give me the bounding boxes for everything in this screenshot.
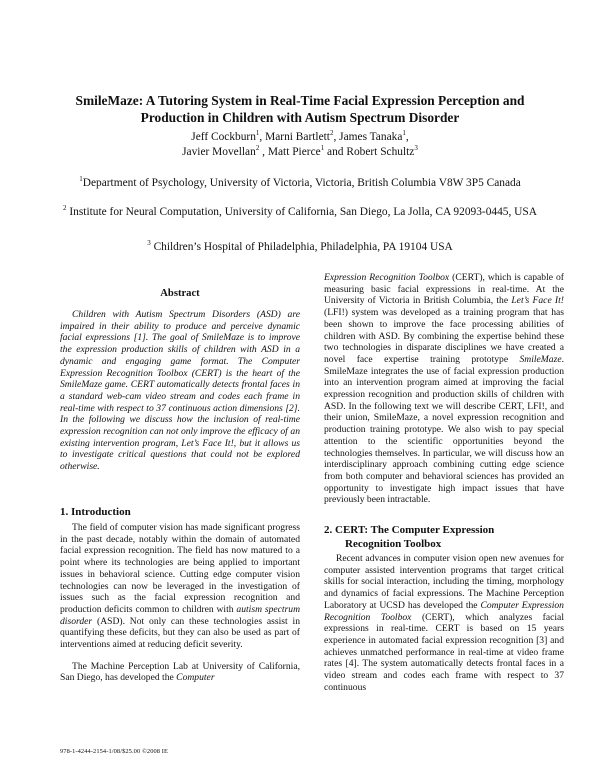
text-run: (ASD). Not only can these technologies assist in quantifying these deficits, but they can also be used as part of interventions aimed at reducing deficit severity. <box>60 615 300 651</box>
text-run: Recent advances in computer vision open new avenues for computer assisted intervention programs that target critical skills for social interaction, including the timing, morphology and dynamics of facial expressions. The Machine Perception Laboratory at UCSD has developed the <box>324 553 564 611</box>
author-name: Matt Pierce <box>267 146 321 158</box>
abstract-text: Children with Autism Spectrum Disorders (ASD) are impaired in their ability to produce and perceive dynamic facial expressions [1]. The goal of SmileMaze is to improve the expression production skills of children with ASD in a dynamic and engaging game format. The Computer Expression Recognition Toolbox (CERT) is the heart of the SmileMaze game. CERT automatically detects frontal faces in a standard web-cam video stream and codes each frame in real-time with respect to 37 continuous action dimensions [2]. In the following we discuss how the inclusion of real-time expression recognition can not only improve the efficacy of an existing intervention program, Let’s Face It!, but it allows us to investigate critical questions that could not be explored otherwise. <box>60 309 300 473</box>
emphasis: Computer <box>176 672 215 684</box>
abstract-body <box>60 309 300 473</box>
section-2-paragraph-1 <box>324 553 564 693</box>
author-name: Javier Movellan <box>182 146 256 158</box>
text-run: The Machine Perception Lab at University of California, San Diego, has developed the <box>60 660 300 684</box>
emphasis: autism spectrum disorder <box>60 603 301 627</box>
section-2-body <box>324 553 564 693</box>
author-sup: 1 <box>255 129 260 138</box>
text-run: (CERT), which is capable of measuring basic facial expressions in real-time. At the University of Victoria in British Columbia, the <box>324 272 564 307</box>
author-sup: 1 <box>402 129 406 138</box>
author-sup: 2 <box>329 129 334 138</box>
emphasis: Computer Expression Recognition Toolbox <box>324 599 564 623</box>
copyright-footer: 978-1-4244-2154-1/08/$25.00 ©2008 IE <box>60 748 169 755</box>
author-list <box>60 130 540 160</box>
abstract-heading: Abstract <box>160 288 200 299</box>
author-sep: , <box>405 131 409 143</box>
author-sup: 1 <box>320 144 325 153</box>
affiliation-sup: 1 <box>79 175 83 184</box>
text-run: (CERT), which analyzes facial expressions in real-time. CERT is based on 15 years experience in automated facial expression recognition [3] and achieves unmatched performance in real-time at video frame rates [4]. The system automatically detects frontal faces in a video stream and codes each frame with respect to 37 continuous <box>324 611 564 693</box>
affiliation-1 <box>60 176 540 191</box>
affiliation-text: Department of Psychology, University of Victoria, Victoria, British Columbia V8W 3P5 Canada <box>82 177 521 189</box>
intro-continued-paragraph <box>324 272 564 506</box>
affiliation-sup: 3 <box>147 239 151 248</box>
right-column-continuation <box>324 272 564 506</box>
affiliation-text: Children’s Hospital of Philadelphia, Philadelphia, PA 19104 USA <box>153 241 453 253</box>
author-sep: , <box>333 131 340 143</box>
section-1-paragraph-2 <box>60 661 300 684</box>
heading-line: 2. CERT: The Computer Expression <box>324 524 495 536</box>
affiliation-text: Institute for Neural Computation, University of California, San Diego, La Jolla, CA 92093-0445, USA <box>69 206 537 218</box>
author-line-1 <box>60 130 540 145</box>
author-name: Robert Schultz <box>346 146 415 158</box>
paper-title: SmileMaze: A Tutoring System in Real-Time Facial Expression Perception and Production in Children with Autism Spectrum Disorder <box>75 93 525 125</box>
emphasis: Expression Recognition Toolbox <box>324 272 450 283</box>
section-2-heading <box>324 524 564 551</box>
author-sep: and <box>324 146 347 158</box>
affiliation-2 <box>60 205 540 220</box>
section-1-paragraph-1 <box>60 522 300 651</box>
section-1-body <box>60 522 300 684</box>
emphasis: Let’s Face It! <box>511 295 564 307</box>
author-name: Jeff Cockburn <box>191 131 256 143</box>
affiliation-3 <box>60 240 540 255</box>
text-run: The field of computer vision has made significant progress in the past decade, notably within the domain of automated facial expression recognition. The field has now matured to a point where its technologies are being applied to important issues in behavioral science. Cutting edge computer vision technologies can now be leveraged in the investigation of issues such as the facial expression recognition and production deficits common to children with <box>60 522 300 615</box>
author-line-2 <box>60 145 540 160</box>
author-sup: 3 <box>414 144 418 153</box>
author-name: James Tanaka <box>339 131 403 143</box>
author-name: Marni Bartlett <box>265 131 330 143</box>
text-run: . SmileMaze integrates the use of facial expression production into an intervention program aimed at improving the facial expression recognition and production skills of children with ASD. In the following text we will describe CERT, LFI!, and their union, SmileMaze, a novel expression recognition and production training prototype. We also wish to pay special attention to the scientific opportunities beyond the technologies themselves. In particular, we will discuss how an interdisciplinary approach combining cutting edge science from both computer and behavioral sciences has provided an opportunity to investigate high impact issues that have previously been intractable. <box>324 353 564 506</box>
text-run: (LFI!) system was developed as a training program that has been shown to improve the face processing abilities of children with ASD. By combining the expertise behind these two technologies in disparate disciplines we have created a novel face expertise training prototype <box>324 307 564 365</box>
heading-line: Recognition Toolbox <box>345 537 442 550</box>
affiliation-sup: 2 <box>63 204 67 213</box>
section-1-heading: 1. Introduction <box>60 506 131 518</box>
author-sup: 2 <box>255 144 260 153</box>
emphasis: SmileMaze <box>519 353 562 365</box>
author-sep: , <box>259 146 268 158</box>
author-sep: , <box>259 131 266 143</box>
